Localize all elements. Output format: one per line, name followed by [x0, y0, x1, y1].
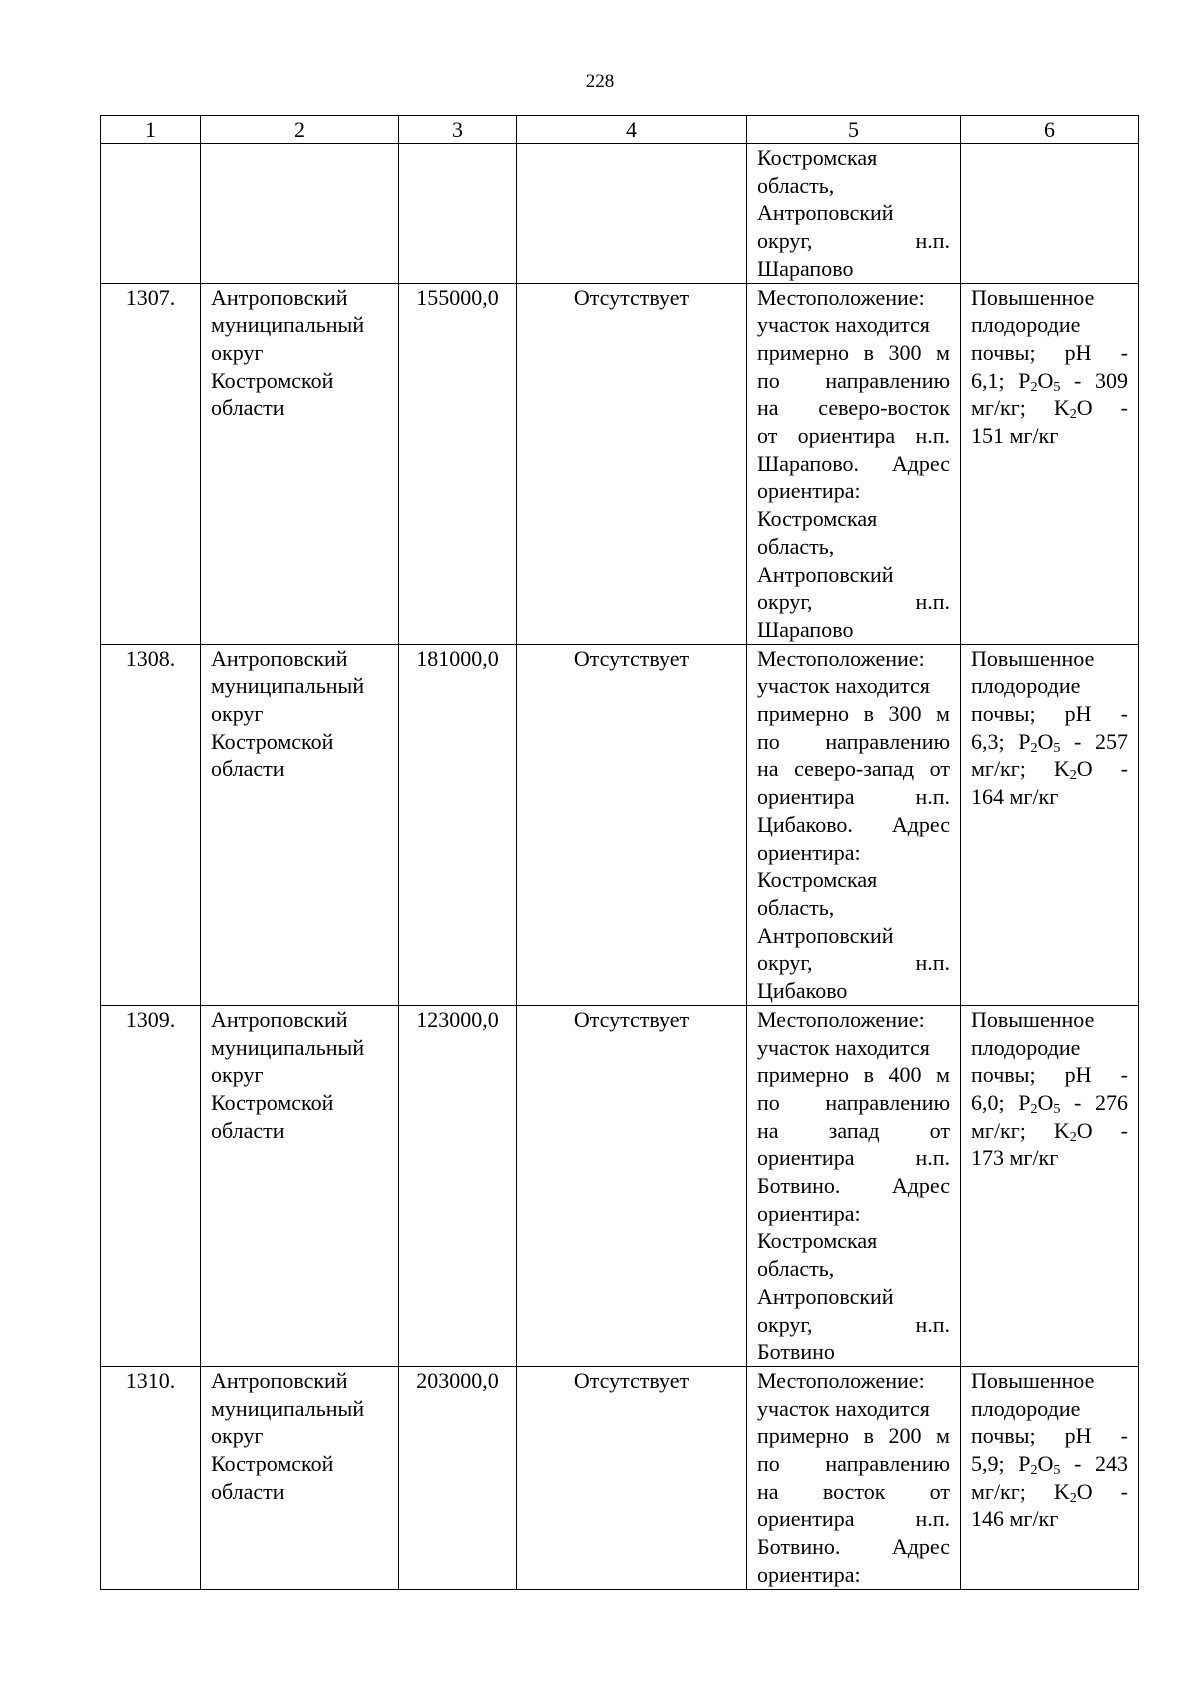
location-cell — [747, 1005, 961, 1366]
location-line: Цибаково — [757, 978, 848, 1004]
area-cell: 155000,0 — [399, 283, 517, 644]
column-header: 3 — [399, 116, 517, 144]
column-header: 2 — [201, 116, 399, 144]
location-line: участок находится — [757, 312, 930, 338]
municipality-line: округ — [211, 1062, 264, 1088]
soil-cell — [961, 1005, 1139, 1366]
area-cell: 123000,0 — [399, 1005, 517, 1366]
location-line: округ, н.п. — [757, 950, 950, 976]
soil-cell — [961, 144, 1139, 284]
municipality-line: Костромской — [211, 728, 334, 754]
location-line: ориентира н.п. — [757, 1506, 950, 1532]
location-line: округ, н.п. — [757, 1311, 950, 1337]
municipality-line: муниципальный — [211, 673, 365, 699]
soil-line: 146 мг/кг — [971, 1506, 1059, 1532]
location-cell — [747, 644, 961, 1005]
soil-line: Повышенное — [971, 645, 1095, 671]
municipality-line: округ — [211, 701, 264, 727]
location-line: Шарапово — [757, 616, 854, 642]
number-cell: 1307. — [101, 283, 201, 644]
location-line: примерно в 300 м — [757, 339, 950, 365]
municipality-line: округ — [211, 1423, 264, 1449]
soil-line: плодородие — [971, 312, 1081, 338]
location-line: Шарапово — [757, 255, 854, 281]
location-line: ориентира: — [757, 478, 861, 504]
soil-line: плодородие — [971, 673, 1081, 699]
location-line: Местоположение: — [757, 1367, 925, 1393]
municipality-cell — [201, 644, 399, 1005]
encumbrance-cell: Отсутствует — [517, 1005, 747, 1366]
location-line: Ботвино. Адрес — [757, 1534, 950, 1560]
area-cell — [399, 144, 517, 284]
municipality-line: округ — [211, 339, 264, 365]
soil-line: 6,0; $P_2O_5$ - 276 — [971, 1089, 1128, 1117]
soil-line: 6,3; $P_2O_5$ - 257 — [971, 728, 1128, 756]
location-line: участок находится — [757, 1395, 930, 1421]
area-cell: 181000,0 — [399, 644, 517, 1005]
column-header: 6 — [961, 116, 1139, 144]
location-line: по направлению — [757, 367, 950, 393]
location-line: на восток от — [757, 1478, 950, 1504]
soil-line: почвы; pH - — [971, 339, 1128, 365]
location-line: область, — [757, 172, 835, 198]
location-line: от ориентира н.п. — [757, 423, 950, 449]
location-cell — [747, 144, 961, 284]
municipality-line: Антроповский — [211, 645, 348, 671]
soil-line: Повышенное — [971, 1006, 1095, 1032]
soil-line: почвы; pH - — [971, 1062, 1128, 1088]
header-row — [101, 116, 1139, 144]
location-line: примерно в 200 м — [757, 1423, 950, 1449]
location-cell — [747, 1366, 961, 1589]
soil-line: 151 мг/кг — [971, 423, 1059, 449]
table-row — [101, 1005, 1139, 1366]
location-line: на северо-запад от — [757, 756, 950, 782]
column-header: 4 — [517, 116, 747, 144]
encumbrance-cell — [517, 144, 747, 284]
location-line: Местоположение: — [757, 1006, 925, 1032]
soil-line: почвы; pH - — [971, 1423, 1128, 1449]
municipality-cell — [201, 283, 399, 644]
encumbrance-cell: Отсутствует — [517, 283, 747, 644]
soil-line: Повышенное — [971, 1367, 1095, 1393]
location-line: ориентира: — [757, 1561, 861, 1587]
location-line: примерно в 400 м — [757, 1062, 950, 1088]
soil-line: 6,1; $P_2O_5$ - 309 — [971, 367, 1128, 395]
soil-line: Повышенное — [971, 284, 1095, 310]
encumbrance-cell: Отсутствует — [517, 1366, 747, 1589]
continuation-row — [101, 144, 1139, 284]
soil-line: плодородие — [971, 1395, 1081, 1421]
municipality-line: Антроповский — [211, 284, 348, 310]
location-line: округ, н.п. — [757, 228, 950, 254]
soil-line: плодородие — [971, 1034, 1081, 1060]
location-line: примерно в 300 м — [757, 701, 950, 727]
encumbrance-cell: Отсутствует — [517, 644, 747, 1005]
soil-line: мг/кг; $K_2O$ - — [971, 1478, 1128, 1506]
location-line: Костромская — [757, 506, 878, 532]
number-cell — [101, 144, 201, 284]
location-line: Антроповский — [757, 561, 894, 587]
location-line: по направлению — [757, 728, 950, 754]
location-line: Цибаково. Адрес — [757, 811, 950, 837]
location-line: Антроповский — [757, 1283, 894, 1309]
location-line: ориентира: — [757, 839, 861, 865]
table-row — [101, 1366, 1139, 1589]
location-line: область, — [757, 894, 835, 920]
number-cell: 1310. — [101, 1366, 201, 1589]
soil-line: 173 мг/кг — [971, 1145, 1059, 1171]
municipality-line: области — [211, 756, 285, 782]
location-line: Ботвино — [757, 1339, 835, 1365]
soil-cell — [961, 644, 1139, 1005]
number-cell: 1308. — [101, 644, 201, 1005]
soil-line: мг/кг; $K_2O$ - — [971, 1117, 1128, 1145]
soil-line: 5,9; $P_2O_5$ - 243 — [971, 1451, 1128, 1478]
location-line: Местоположение: — [757, 645, 925, 671]
municipality-line: муниципальный — [211, 312, 365, 338]
municipality-line: Антроповский — [211, 1367, 348, 1393]
location-line: участок находится — [757, 673, 930, 699]
municipality-line: области — [211, 1117, 285, 1143]
location-line: участок находится — [757, 1034, 930, 1060]
location-line: Антроповский — [757, 922, 894, 948]
soil-cell — [961, 1366, 1139, 1589]
column-header: 1 — [101, 116, 201, 144]
location-line: область, — [757, 1256, 835, 1282]
municipality-line: муниципальный — [211, 1395, 365, 1421]
municipality-line: Костромской — [211, 1451, 334, 1477]
number-cell: 1309. — [101, 1005, 201, 1366]
municipality-line: Костромской — [211, 1089, 334, 1115]
soil-cell — [961, 283, 1139, 644]
municipality-line: области — [211, 395, 285, 421]
location-cell — [747, 283, 961, 644]
area-cell: 203000,0 — [399, 1366, 517, 1589]
column-header: 5 — [747, 116, 961, 144]
location-line: Костромская — [757, 1228, 878, 1254]
location-line: Костромская — [757, 867, 878, 893]
location-line: Костромская — [757, 145, 878, 170]
municipality-cell — [201, 1005, 399, 1366]
page-number: 228 — [585, 71, 615, 92]
location-line: Антроповский — [757, 200, 894, 226]
location-line: Местоположение: — [757, 284, 925, 310]
location-line: по направлению — [757, 1089, 950, 1115]
location-line: на северо-восток — [757, 395, 950, 421]
land-plots-table — [100, 115, 1139, 1590]
municipality-cell — [201, 144, 399, 284]
location-line: Шарапово. Адрес — [757, 450, 950, 476]
soil-line: 164 мг/кг — [971, 784, 1059, 810]
soil-line: мг/кг; $K_2O$ - — [971, 395, 1128, 423]
table-row — [101, 644, 1139, 1005]
municipality-line: Костромской — [211, 367, 334, 393]
municipality-line: области — [211, 1478, 285, 1504]
soil-line: мг/кг; $K_2O$ - — [971, 756, 1128, 784]
location-line: область, — [757, 533, 835, 559]
location-line: округ, н.п. — [757, 589, 950, 615]
municipality-line: Антроповский — [211, 1006, 348, 1032]
location-line: на запад от — [757, 1117, 950, 1143]
municipality-line: муниципальный — [211, 1034, 365, 1060]
soil-line: почвы; pH - — [971, 701, 1128, 727]
location-line: ориентира н.п. — [757, 1145, 950, 1171]
location-line: по направлению — [757, 1451, 950, 1477]
location-line: Ботвино. Адрес — [757, 1173, 950, 1199]
location-line: ориентира н.п. — [757, 784, 950, 810]
municipality-cell — [201, 1366, 399, 1589]
table-row — [101, 283, 1139, 644]
location-line: ориентира: — [757, 1200, 861, 1226]
